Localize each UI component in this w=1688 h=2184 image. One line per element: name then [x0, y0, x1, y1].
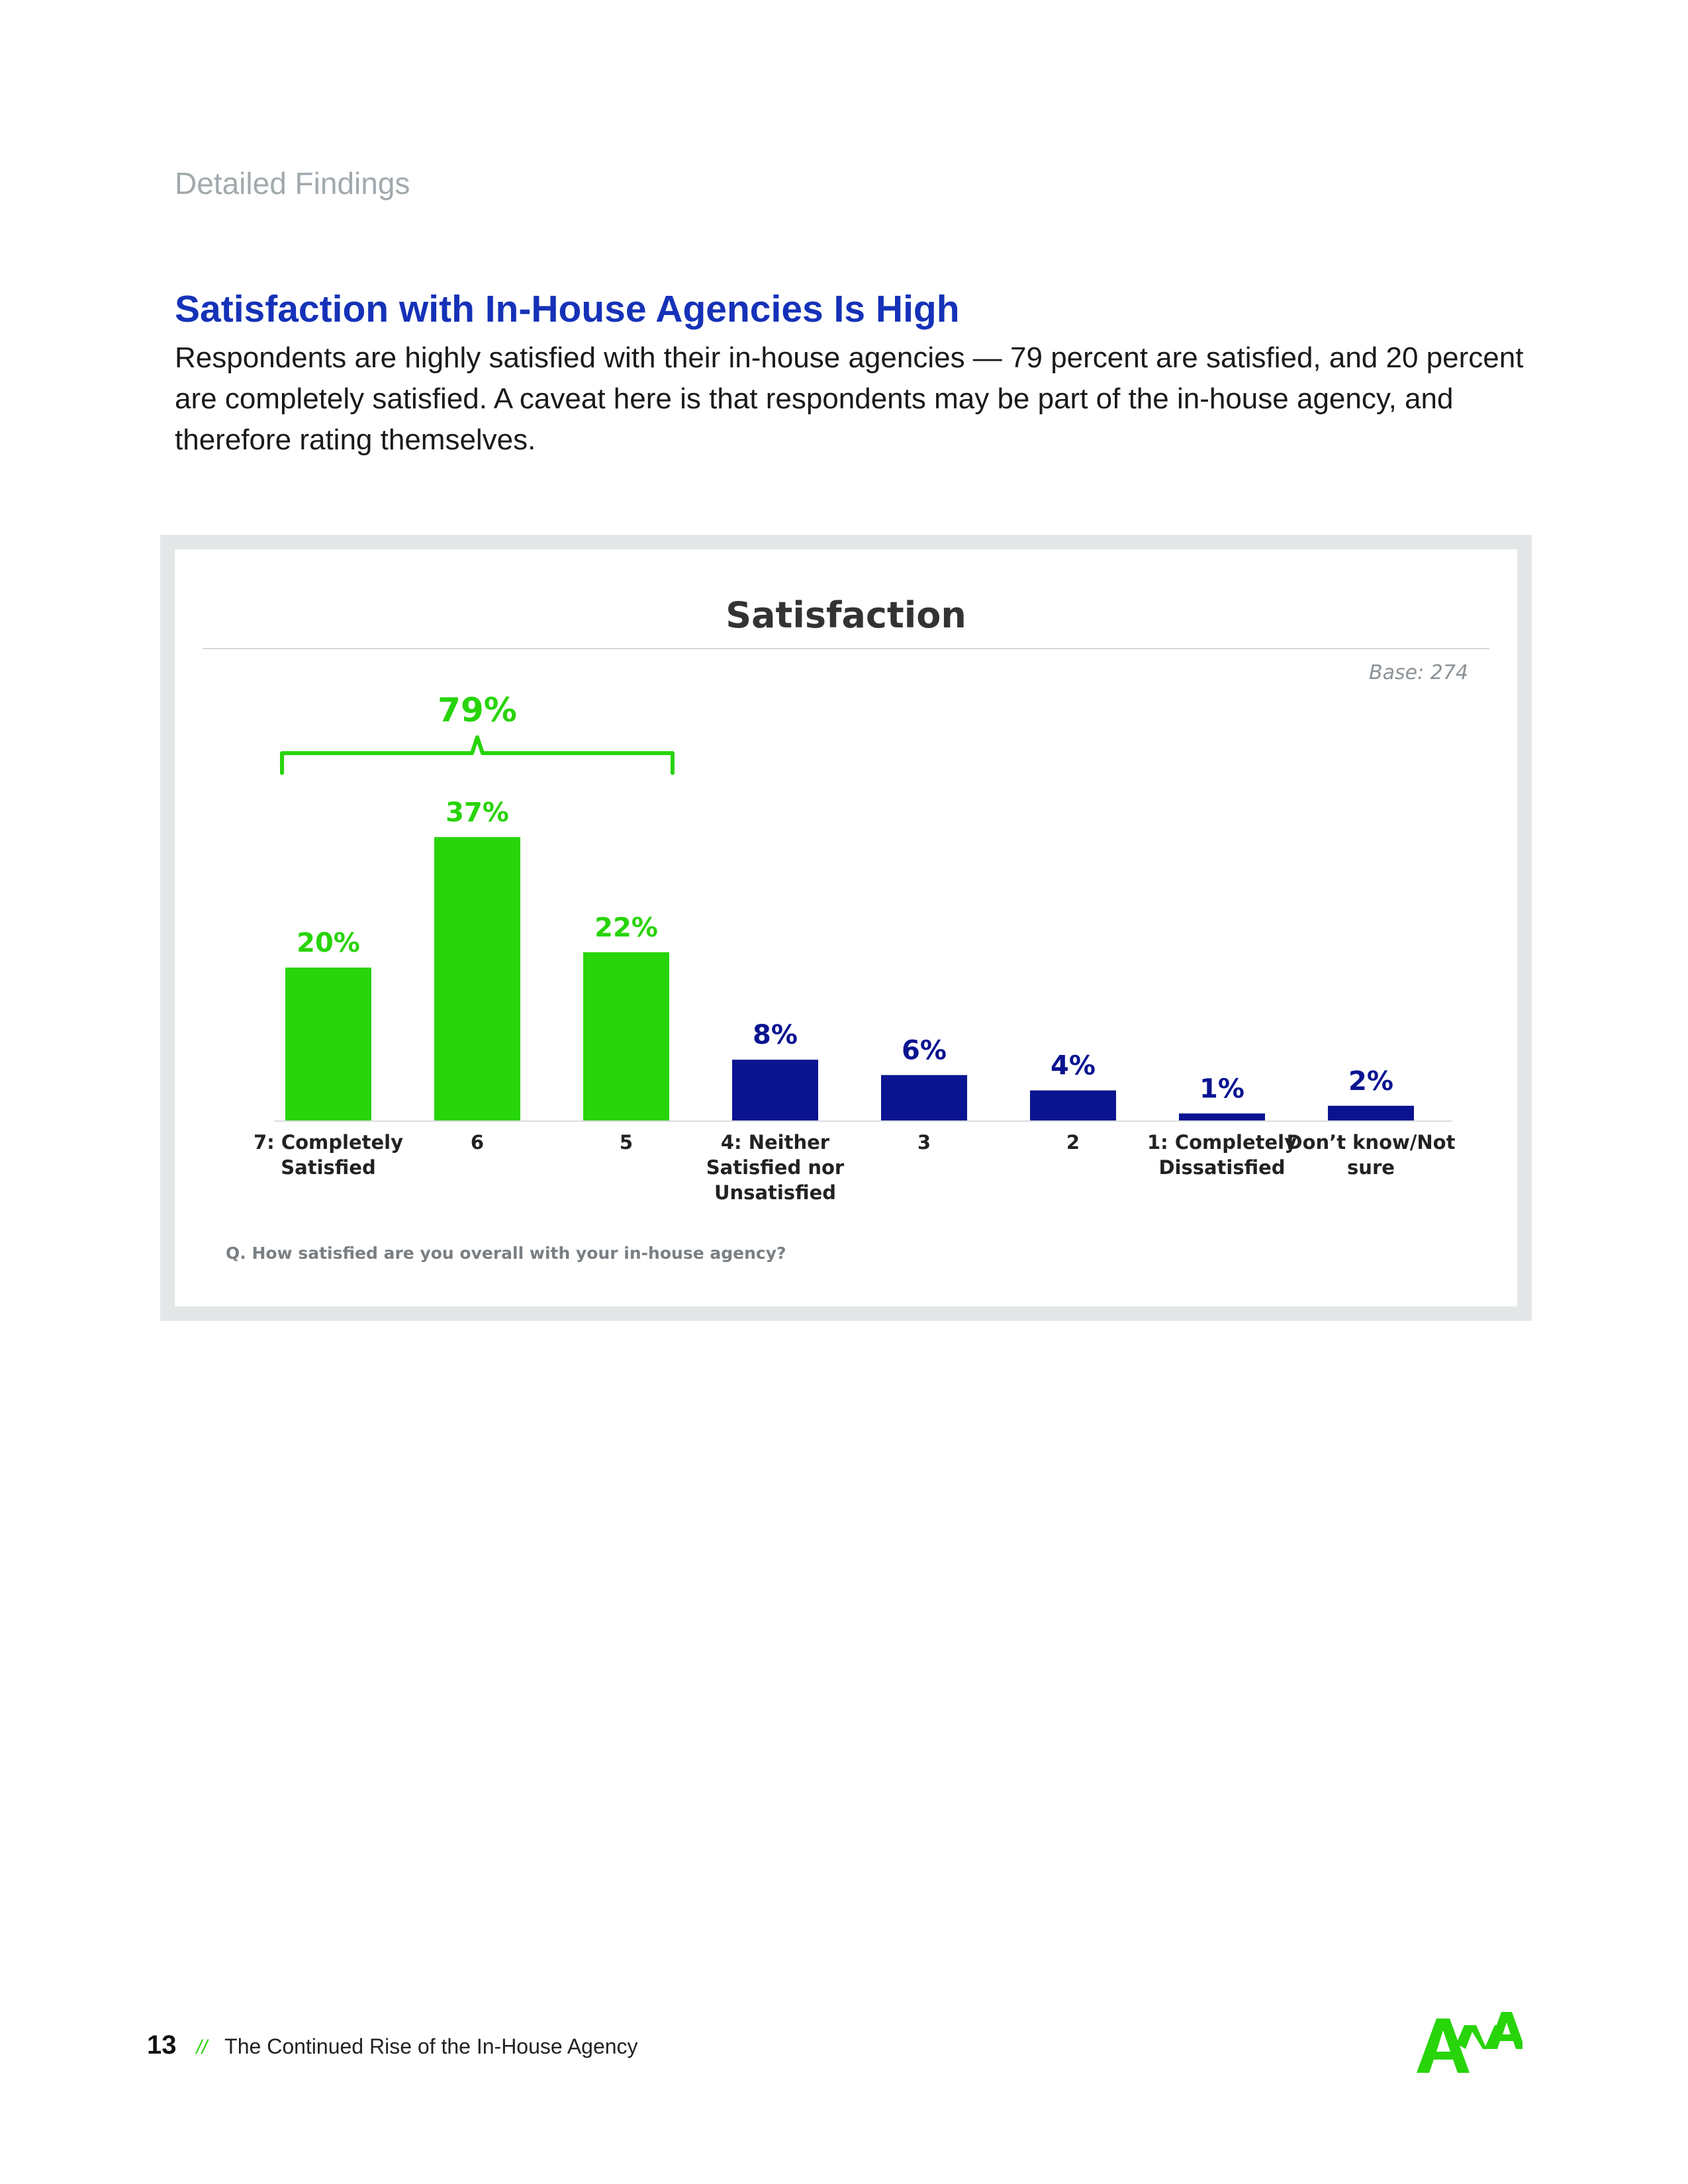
bar-2 — [583, 952, 669, 1121]
page-heading: Satisfaction with In-House Agencies Is High — [175, 288, 960, 330]
base-note: Base: 274 — [1369, 661, 1468, 684]
category-label-7-0: Don’t know/Not — [1286, 1131, 1456, 1154]
category-label-3-1: Satisfied nor — [706, 1156, 845, 1179]
value-label-2: 22% — [594, 912, 658, 943]
value-label-1: 37% — [445, 797, 509, 828]
category-label-5-0: 2 — [1066, 1131, 1080, 1154]
bar-7 — [1328, 1106, 1414, 1121]
satisfied-bracket — [282, 691, 673, 773]
bar-1 — [434, 837, 520, 1121]
bar-4 — [881, 1075, 967, 1121]
value-label-3: 8% — [753, 1020, 798, 1051]
value-label-5: 4% — [1051, 1050, 1096, 1081]
page-number: 13 — [147, 2030, 177, 2060]
bracket-line — [282, 737, 673, 773]
value-label-7: 2% — [1348, 1066, 1393, 1097]
category-label-6-1: Dissatisfied — [1158, 1156, 1286, 1179]
category-label-7-1: sure — [1347, 1156, 1395, 1179]
bar-5 — [1030, 1091, 1116, 1121]
value-label-4: 6% — [902, 1035, 947, 1066]
category-label-3-0: 4: Neither — [720, 1131, 830, 1154]
body-paragraph: Respondents are highly satisfied with their in-house agencies — 79 percent are satisfied, and 20 percent are completely satisfied. A caveat here is that respondents may be part of the in-house agency, and therefore rating themselves. — [175, 341, 1524, 456]
bracket-label: 79% — [438, 691, 517, 729]
value-label-6: 1% — [1199, 1073, 1244, 1105]
category-label-0-0: 7: Completely — [253, 1131, 404, 1154]
category-labels — [254, 1131, 1456, 1204]
ana-logo — [1417, 2012, 1523, 2078]
section-label: Detailed Findings — [175, 166, 410, 201]
footer — [147, 2030, 638, 2070]
bar-0 — [285, 968, 371, 1121]
value-label-0: 20% — [297, 928, 360, 958]
survey-question: Q. How satisfied are you overall with your in-house agency? — [226, 1244, 786, 1263]
satisfaction-chart — [175, 549, 1517, 1306]
bar-3 — [732, 1060, 818, 1121]
footer-separator: // — [196, 2036, 208, 2058]
bar-6 — [1179, 1113, 1265, 1121]
chart-panel — [175, 549, 1517, 1306]
category-label-2-0: 5 — [619, 1131, 633, 1154]
category-label-0-1: Satisfied — [281, 1156, 376, 1179]
category-label-4-0: 3 — [917, 1131, 931, 1154]
chart-frame — [160, 535, 1532, 1321]
ana-logo-mark — [1417, 2012, 1523, 2073]
category-label-3-2: Unsatisfied — [714, 1181, 837, 1204]
chart-title: Satisfaction — [726, 594, 966, 636]
category-label-1-0: 6 — [470, 1131, 485, 1154]
bars — [285, 797, 1414, 1121]
footer-title: The Continued Rise of the In-House Agency — [224, 2034, 638, 2058]
category-label-6-0: 1: Completely — [1147, 1131, 1297, 1154]
